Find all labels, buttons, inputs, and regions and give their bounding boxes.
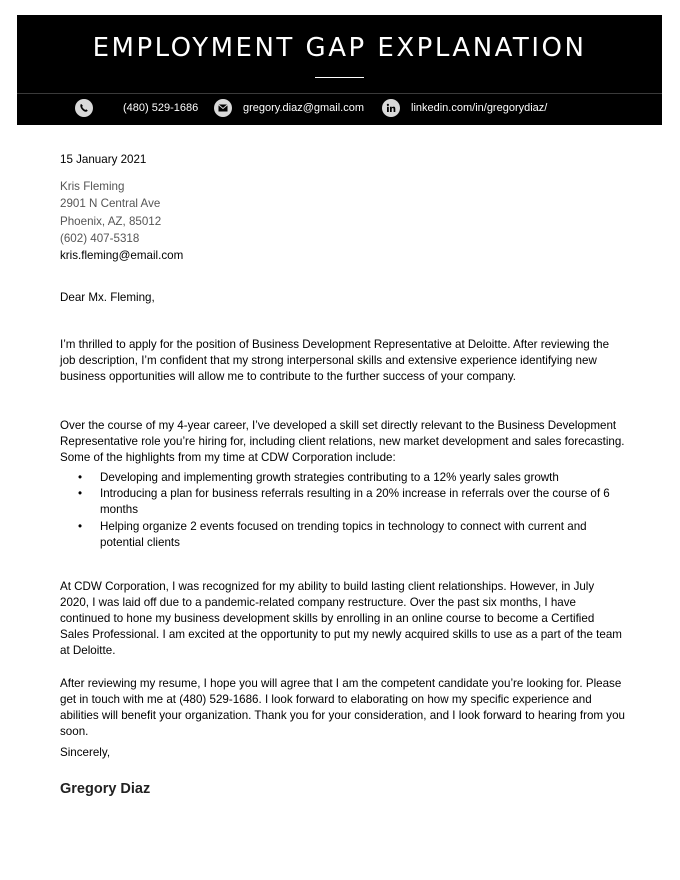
- list-item: • Developing and implementing growth strategies contributing to a 12% yearly sales growth: [78, 470, 626, 486]
- highlights-list: [78, 470, 626, 551]
- paragraph-gap-explanation: At CDW Corporation, I was recognized for my ability to build lasting client relationships. However, in July 2020, I was laid off due to a pandemic-related company restructure. Over the past six months, I have continued to hone my business development skills by enrolling in an online course to become a Certified Sales Professional. I am excited at the opportunity to put my newly acquired skills to use as a part of the team at Deloitte.: [60, 579, 622, 658]
- closing-line: Sincerely,: [60, 746, 111, 759]
- recipient-block: [60, 178, 625, 264]
- signature-name: Gregory Diaz: [60, 781, 151, 797]
- list-item: • Introducing a plan for business referrals resulting in a 20% increase in referrals over the course of 6 months: [78, 486, 626, 518]
- list-item: • Helping organize 2 events focused on trending topics in technology to connect with current and potential clients: [78, 519, 626, 551]
- contact-linkedin[interactable]: [382, 93, 547, 123]
- linkedin-icon: [382, 99, 400, 117]
- recipient-name: Kris Fleming: [60, 180, 125, 193]
- recipient-email[interactable]: kris.fleming@email.com: [60, 249, 184, 263]
- recipient-city: Phoenix, AZ, 85012: [60, 214, 162, 228]
- phone-icon: [75, 99, 93, 117]
- email-link[interactable]: gregory.diaz@gmail.com: [243, 102, 365, 114]
- recipient-phone: (602) 407-5318: [60, 231, 140, 245]
- title-divider: [315, 77, 364, 78]
- letter-header: [17, 15, 662, 125]
- linkedin-link[interactable]: linkedin.com/in/gregorydiaz/: [411, 102, 548, 114]
- contact-phone: [75, 93, 198, 123]
- page-title: EMPLOYMENT GAP EXPLANATION: [92, 33, 587, 63]
- letter-date: 15 January 2021: [60, 153, 147, 166]
- email-icon: [214, 99, 232, 117]
- recipient-street: 2901 N Central Ave: [60, 197, 161, 211]
- contact-email[interactable]: [214, 93, 364, 123]
- paragraph-closing: After reviewing my resume, I hope you will agree that I am the competent candidate you’re looking for. Please get in touch with me at (480) 529-1686. I look forward to elaborating on how my specific experience and abilities will benefit your organization. Thank you for your consideration, and I look forward to hearing from you soon.: [60, 676, 625, 739]
- salutation: Dear Mx. Fleming,: [60, 291, 155, 304]
- phone-text: (480) 529-1686: [123, 102, 199, 114]
- paragraph-intro: I’m thrilled to apply for the position of Business Development Representative at Deloitte. After reviewing the job description, I’m confident that my strong interpersonal skills and extensive experience identifying new business opportunities will allow me to contribute to the further success of your company.: [60, 337, 610, 383]
- paragraph-experience: Over the course of my 4-year career, I’ve developed a skill set directly relevant to the Business Development Representative role you’re hiring for, including client relations, new market development and sales forecasting. Some of the highlights from my time at CDW Corporation include:: [60, 418, 625, 464]
